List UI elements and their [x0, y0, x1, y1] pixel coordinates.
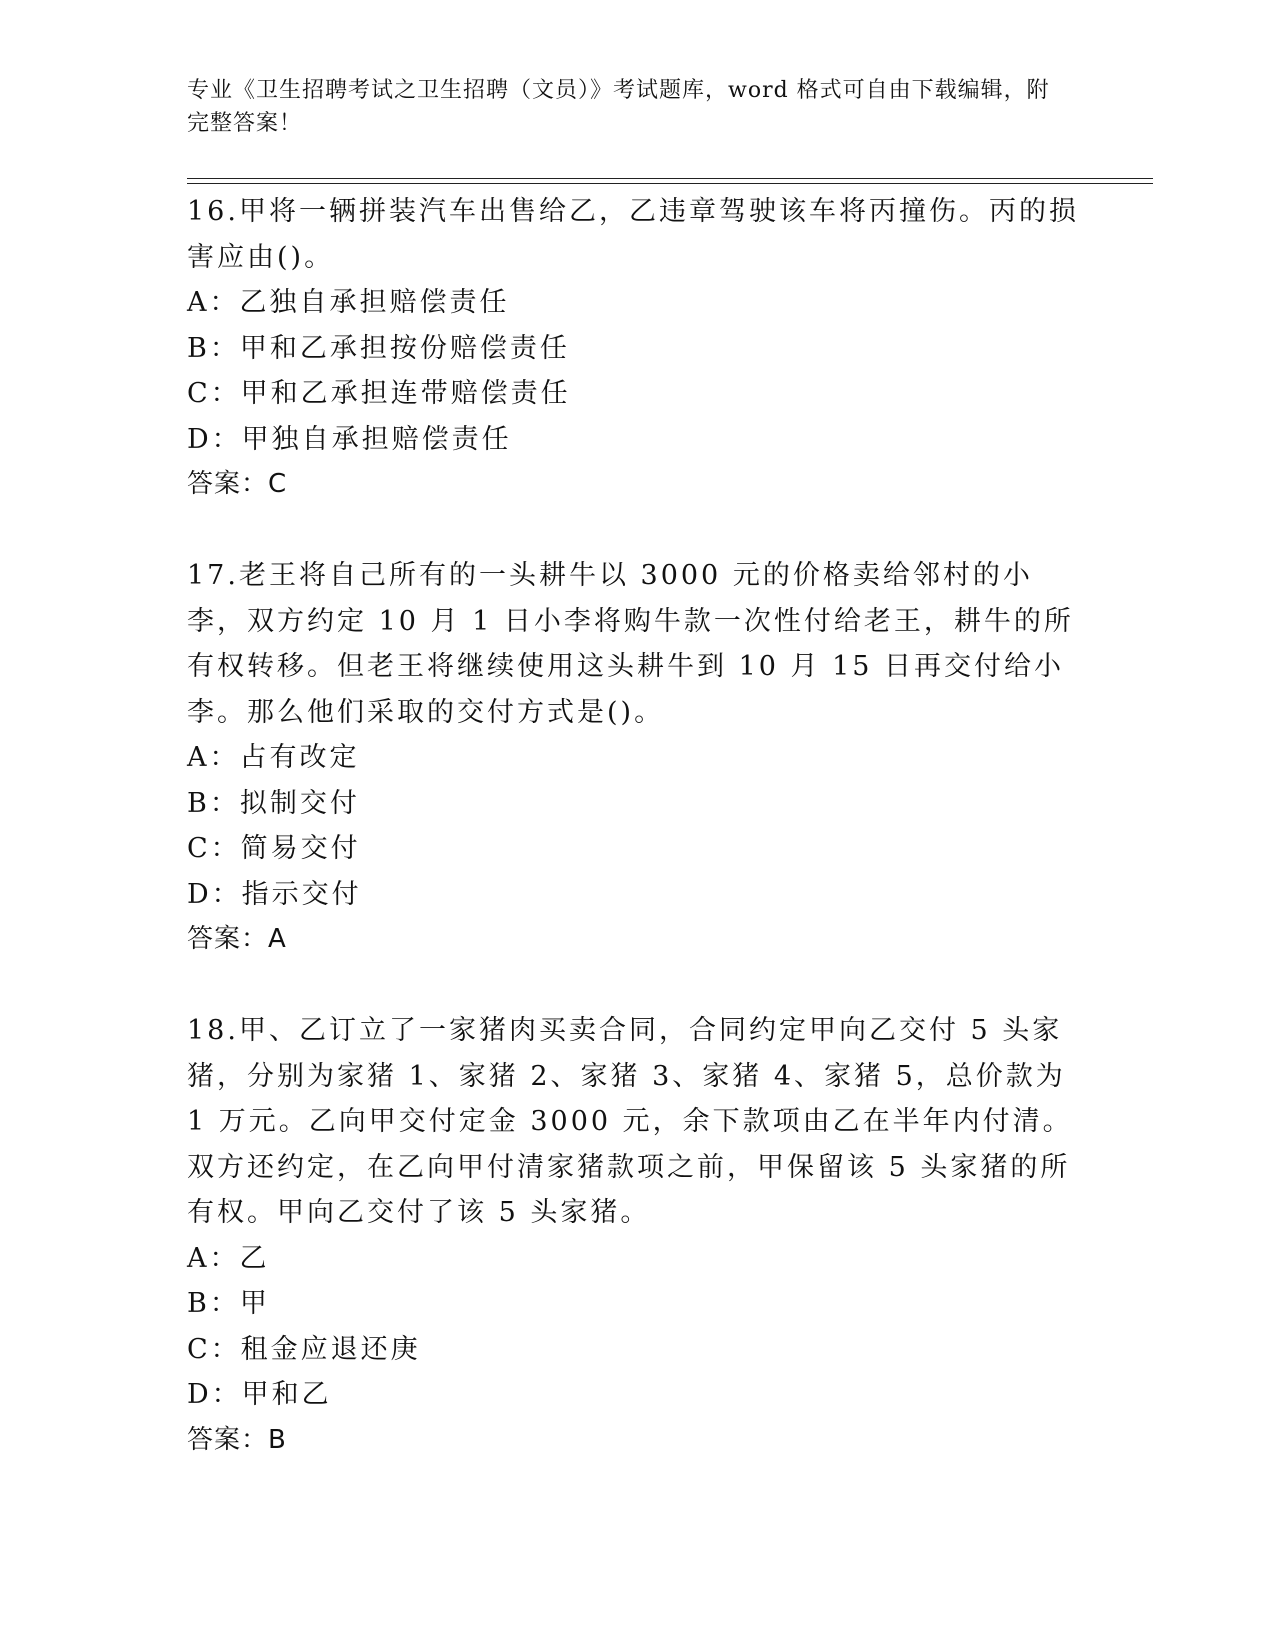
option-c: C：简易交付 — [187, 833, 361, 864]
option-a: A：乙独自承担赔偿责任 — [187, 287, 510, 318]
question-stem: 18.甲、乙订立了一家猪肉买卖合同，合同约定甲向乙交付 5 头家猪，分别为家猪 1、家猪 2、家猪 3、家猪 4、家猪 5，总价款为 1 万元。乙向甲交付定金 3000 元，余下款项由乙在半年内付清。双方还约定，在乙向甲付清家猪款项之前，甲保留该 5 头家猪的所有权。甲向乙交付了该 5 头家猪。 — [187, 1015, 1073, 1228]
option-d: D：甲独自承担赔偿责任 — [187, 423, 512, 455]
option-c: C：甲和乙承担连带赔偿责任 — [187, 378, 571, 409]
header-rule-top — [187, 178, 1153, 179]
option-a: A：占有改定 — [187, 742, 360, 773]
document-header: 专业《卫生招聘考试之卫生招聘（文员）》考试题库，word 格式可自由下载编辑，附完整答案！ — [187, 78, 1050, 136]
option-a: A：乙 — [187, 1242, 270, 1274]
header-rule-bottom — [187, 183, 1153, 184]
option-d: D：指示交付 — [187, 878, 362, 910]
question-16 — [187, 189, 1087, 508]
answer: 答案：C — [187, 469, 288, 499]
option-b: B：拟制交付 — [187, 787, 360, 819]
option-b: B：甲 — [187, 1288, 270, 1319]
answer: 答案：B — [187, 1424, 287, 1455]
option-b: B：甲和乙承担按份赔偿责任 — [187, 332, 570, 364]
option-d: D：甲和乙 — [187, 1379, 332, 1410]
option-c: C：租金应退还庚 — [187, 1333, 421, 1365]
question-stem: 17.老王将自己所有的一头耕牛以 3000 元的价格卖给邻村的小李，双方约定 10 月 1 日小李将购牛款一次性付给老王，耕牛的所有权转移。但老王将继续使用这头耕牛到 10 月 15 日再交付给小李。那么他们采取的交付方式是()。 — [187, 560, 1074, 728]
answer: 答案：A — [187, 924, 287, 954]
question-18 — [187, 1008, 1087, 1463]
question-stem: 16.甲将一辆拼装汽车出售给乙，乙违章驾驶该车将丙撞伤。丙的损害应由()。 — [187, 196, 1079, 273]
question-17 — [187, 553, 1087, 963]
